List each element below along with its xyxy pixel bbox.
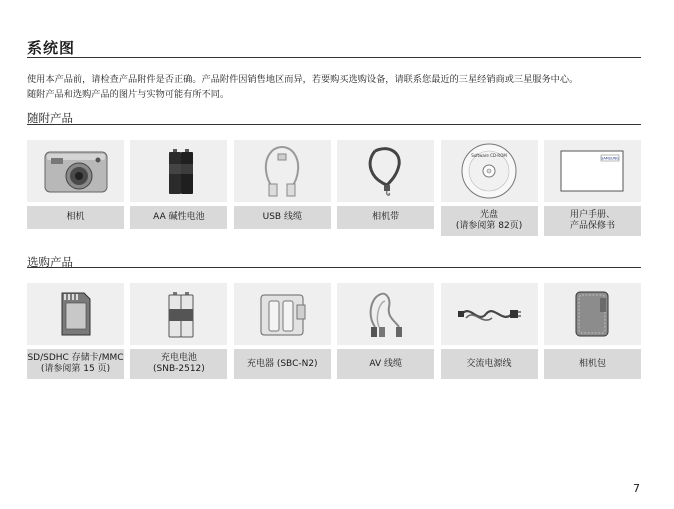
av-cable-image xyxy=(337,283,434,345)
aa-battery-icon xyxy=(159,146,199,196)
charger-image xyxy=(234,283,331,345)
ac-cord-icon xyxy=(456,296,522,332)
rechargeable-battery-label: 充电电池 (SNB-2512) xyxy=(130,349,227,379)
section-heading-included: 随附产品 xyxy=(27,111,73,125)
item-camera-case xyxy=(544,283,641,379)
item-cd xyxy=(441,140,538,236)
sd-card-icon xyxy=(56,289,96,339)
camera-case-label: 相机包 xyxy=(544,349,641,379)
camera-image xyxy=(27,140,124,202)
camera-case-icon xyxy=(570,288,614,340)
charger-icon xyxy=(255,289,309,339)
usb-cable-icon xyxy=(257,144,307,198)
usb-cable-label: USB 线缆 xyxy=(234,206,331,229)
item-sd-card xyxy=(27,283,124,379)
section-heading-optional: 选购产品 xyxy=(27,255,73,269)
item-charger xyxy=(234,283,331,379)
sd-card-image xyxy=(27,283,124,345)
intro-line-1: 使用本产品前，请检查产品附件是否正确。产品附件因销售地区而异，若要购买选购设备，请联系您最近的三星经销商或三星服务中心。 xyxy=(27,74,579,85)
item-manual xyxy=(544,140,641,236)
manual-label: 用户手册、 产品保修书 xyxy=(544,206,641,236)
sd-card-label: SD/SDHC 存储卡/MMC (请参阅第 15 页) xyxy=(27,349,124,379)
item-camera xyxy=(27,140,124,236)
rechargeable-battery-image xyxy=(130,283,227,345)
strap-icon xyxy=(361,143,411,199)
ac-cord-label: 交流电源线 xyxy=(441,349,538,379)
strap-image xyxy=(337,140,434,202)
included-items-row xyxy=(27,140,641,236)
camera-label: 相机 xyxy=(27,206,124,229)
aa-battery-label: AA 碱性电池 xyxy=(130,206,227,229)
item-av-cable xyxy=(337,283,434,379)
aa-battery-image xyxy=(130,140,227,202)
usb-cable-image xyxy=(234,140,331,202)
cd-disc-text: Software CD-ROM xyxy=(471,153,507,158)
title-divider xyxy=(27,57,641,58)
cd-icon xyxy=(460,142,518,200)
optional-items-row xyxy=(27,283,641,379)
av-cable-icon xyxy=(361,287,411,341)
strap-label: 相机带 xyxy=(337,206,434,229)
camera-icon xyxy=(41,146,111,196)
manual-brand-logo: SAMSUNG xyxy=(601,156,620,161)
manual-icon xyxy=(559,149,625,193)
intro-line-2: 随附产品和选购产品的图片与实物可能有所不同。 xyxy=(27,89,230,100)
camera-case-image xyxy=(544,283,641,345)
included-divider xyxy=(27,124,641,125)
cd-label: 光盘 (请参阅第 82页) xyxy=(441,206,538,236)
ac-cord-image xyxy=(441,283,538,345)
intro-text xyxy=(27,72,637,102)
item-strap xyxy=(337,140,434,236)
item-usb-cable xyxy=(234,140,331,236)
page-number: 7 xyxy=(633,482,640,495)
item-rechargeable-battery xyxy=(130,283,227,379)
charger-label: 充电器 (SBC-N2) xyxy=(234,349,331,379)
optional-divider xyxy=(27,267,641,268)
page-title: 系统图 xyxy=(27,39,76,57)
manual-image xyxy=(544,140,641,202)
item-ac-cord xyxy=(441,283,538,379)
item-aa-battery xyxy=(130,140,227,236)
av-cable-label: AV 线缆 xyxy=(337,349,434,379)
rechargeable-battery-icon xyxy=(159,289,199,339)
cd-image xyxy=(441,140,538,202)
